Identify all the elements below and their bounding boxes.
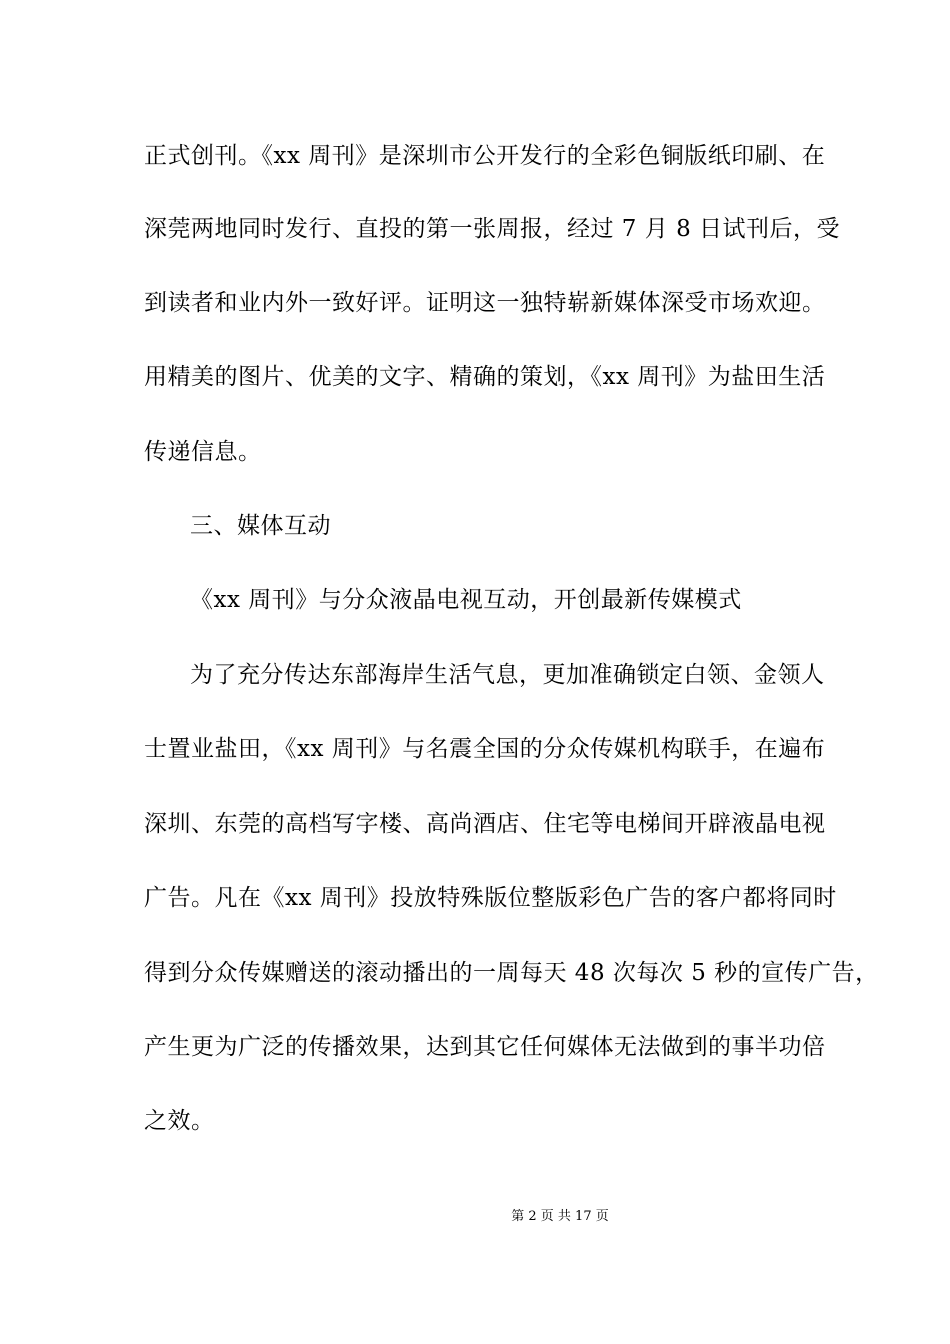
paragraph-2-line-2: 士置业盐田，《xx 周刊》与名震全国的分众传媒机构联手，在遍布 <box>144 736 826 762</box>
paragraph-2-line-3: 深圳、东莞的高档写字楼、高尚酒店、住宅等电梯间开辟液晶电视 <box>144 811 826 837</box>
subtitle: 《xx 周刊》与分众液晶电视互动，开创最新传媒模式 <box>190 587 742 613</box>
paragraph-2-line-4: 广告。凡在《xx 周刊》投放特殊版位整版彩色广告的客户都将同时 <box>144 885 837 911</box>
page-number-footer: 第 2 页 共 17 页 <box>511 1209 609 1224</box>
paragraph-2-line-5: 得到分众传媒赠送的滚动播出的一周每天 48 次每次 5 秒的宣传广告， <box>144 960 879 986</box>
paragraph-1-line-3: 到读者和业内外一致好评。证明这一独特崭新媒体深受市场欢迎。 <box>144 290 826 316</box>
paragraph-2-line-1: 为了充分传达东部海岸生活气息，更加准确锁定白领、金领人 <box>190 662 825 688</box>
paragraph-1-line-2: 深莞两地同时发行、直投的第一张周报，经过 7 月 8 日试刊后，受 <box>144 216 841 242</box>
paragraph-1-line-4: 用精美的图片、优美的文字、精确的策划，《xx 周刊》为盐田生活 <box>144 364 826 390</box>
paragraph-2-line-6: 产生更为广泛的传播效果，达到其它任何媒体无法做到的事半功倍 <box>144 1034 826 1060</box>
paragraph-2-line-7: 之效。 <box>144 1108 215 1134</box>
section-heading: 三、媒体互动 <box>190 513 331 539</box>
paragraph-1-line-5: 传递信息。 <box>144 439 262 465</box>
paragraph-1-line-1: 正式创刊。《xx 周刊》是深圳市公开发行的全彩色铜版纸印刷、在 <box>144 143 826 169</box>
